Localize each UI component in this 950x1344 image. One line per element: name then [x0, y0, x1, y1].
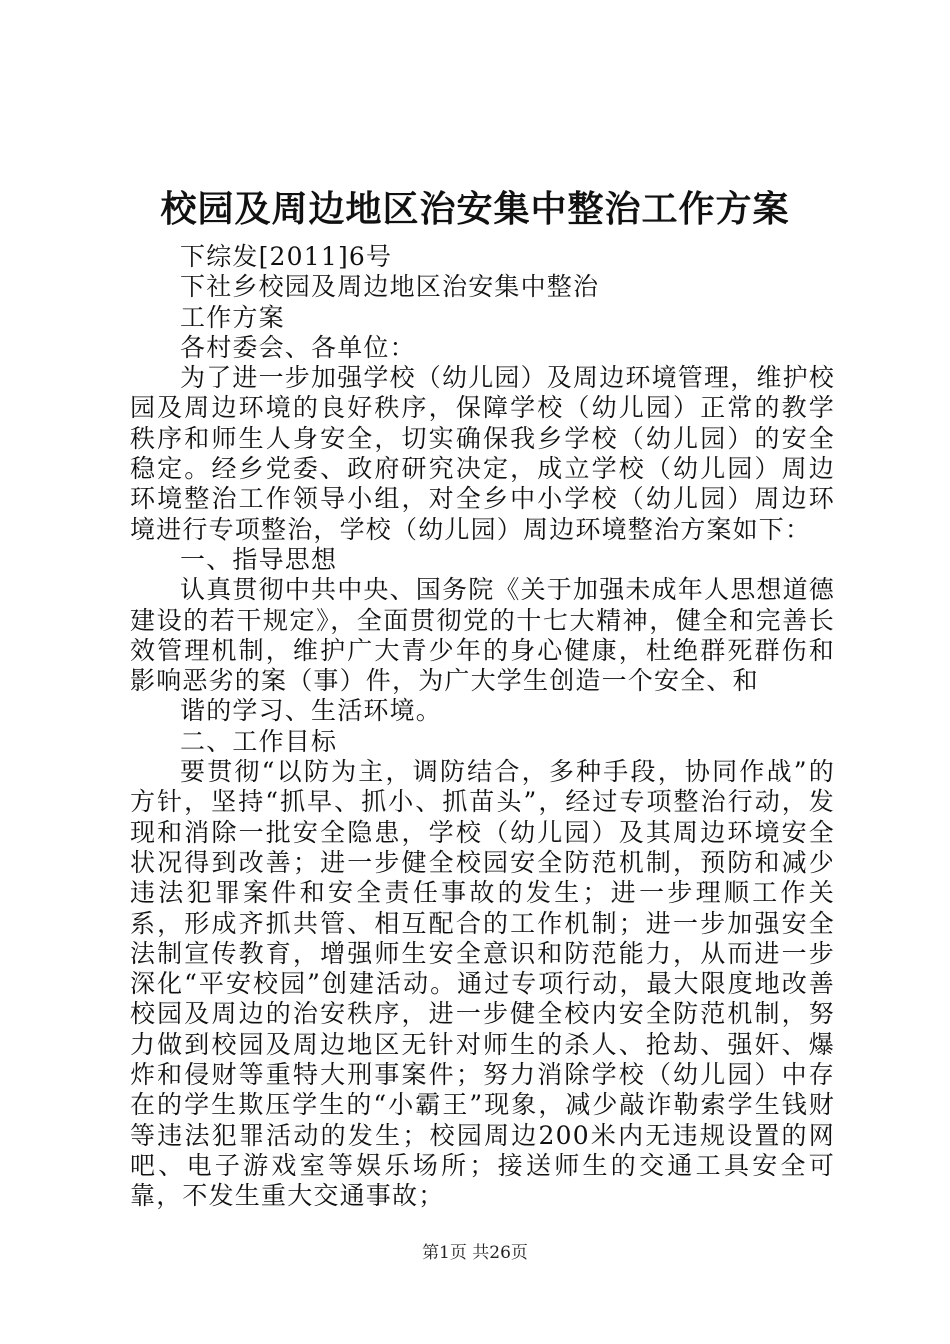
document-title: 校园及周边地区治安集中整治工作方案	[160, 188, 790, 230]
page-number-footer: 第1页 共26页	[422, 1243, 528, 1263]
paragraph-guiding-thought: 认真贯彻中共中央、国务院《关于加强未成年人思想道德建设的若干规定》，全面贯彻党的十七大精神，健全和完善长效管理机制，维护广大青少年的身心健康，杜绝群死群伤和影响恶劣的案（事）件，为广大学生创造一个安全、和	[130, 575, 836, 696]
salutation: 各村委会、各单位：	[180, 332, 416, 362]
section-heading-guiding-thought: 一、指导思想	[180, 544, 338, 574]
document-subtitle-cont: 工作方案	[180, 302, 285, 332]
paragraph-guiding-thought-cont: 谐的学习、生活环境。	[180, 696, 443, 726]
paragraph-intro: 为了进一步加强学校（幼儿园）及周边环境管理，维护校园及周边环境的良好秩序，保障学校（幼儿园）正常的教学秩序和师生人身安全，切实确保我乡学校（幼儿园）的安全稳定。经乡党委、政府研究决定，成立学校（幼儿园）周边环境整治工作领导小组，对全乡中小学校（幼儿园）周边环境进行专项整治，学校（幼儿园）周边环境整治方案如下：	[130, 363, 836, 544]
document-subtitle: 下社乡校园及周边地区治安集中整治	[180, 272, 600, 302]
paragraph-work-goals: 要贯彻“以防为主，调防结合，多种手段，协同作战”的方针，坚持“抓早、抓小、抓苗头”，经过专项整治行动，发现和消除一批安全隐患，学校（幼儿园）及其周边环境安全状况得到改善；进一步健全校园安全防范机制，预防和减少违法犯罪案件和安全责任事故的发生；进一步理顺工作关系，形成齐抓共管、相互配合的工作机制；进一步加强安全法制宣传教育，增强师生安全意识和防范能力，从而进一步深化“平安校园”创建活动。通过专项行动，最大限度地改善校园及周边的治安秩序，进一步健全校内安全防范机制，努力做到校园及周边地区无针对师生的杀人、抢劫、强奸、爆炸和侵财等重特大刑事案件；努力消除学校（幼儿园）中存在的学生欺压学生的“小霸王”现象，减少敲诈勒索学生钱财等违法犯罪活动的发生；校园周边200米内无违规设置的网吧、电子游戏室等娱乐场所；接送师生的交通工具安全可靠，不发生重大交通事故；	[130, 757, 835, 1211]
document-number: 下综发[2011]6号	[180, 242, 393, 271]
document-body	[130, 242, 835, 1212]
section-heading-work-goals: 二、工作目标	[180, 726, 338, 756]
